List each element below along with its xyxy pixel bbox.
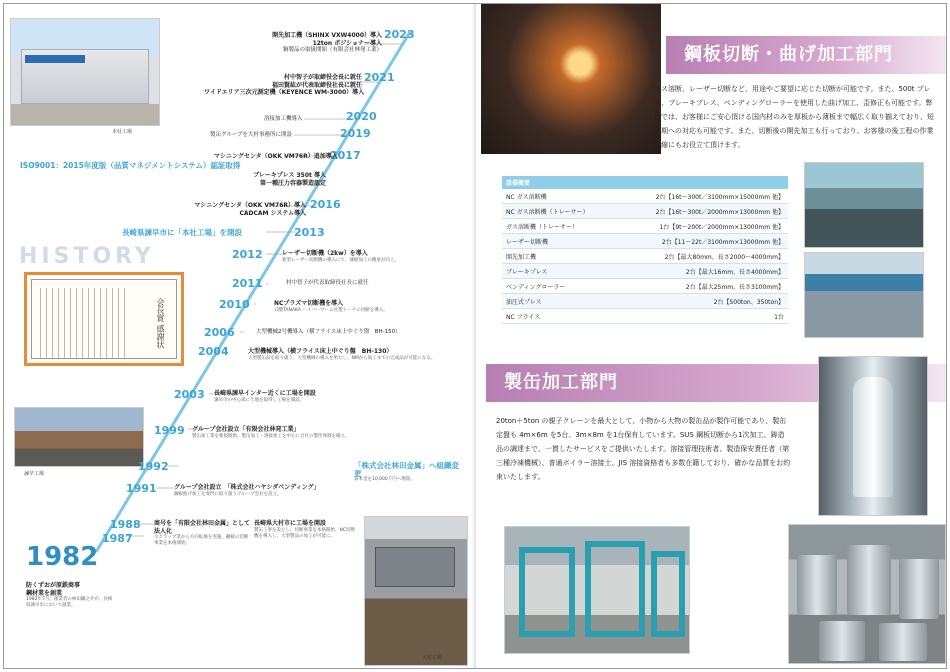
fabrication-description: 20ton＋5ton の親子クレーンを最大として、小物から大物の製缶品が製作可能であり、製缶定盤も 4m×6m を5台、3m×8m を1台保有しています。SUS 鋼板切断から1次加工、鋳造品の調達まで、一貫したサービスをご提供いたします。溶接管理技術者、製造保安責任者（第三種冷凍機械）、普通ボイラー溶接士、JIS 溶接資格者も多数在籍しており、確かな品質をお約束いたします。	[496, 417, 791, 481]
pressure-vessel-photo	[818, 356, 928, 516]
factory-caption: 本社工場	[112, 129, 133, 135]
table-row	[502, 264, 788, 279]
event-2017a-text: マシニングセンタ（OKK VM76R）追加導入	[214, 153, 338, 160]
year-2023: 2023	[384, 28, 415, 41]
brake-press-photo	[804, 252, 924, 338]
equipment-name: レーザー切断機	[502, 234, 616, 249]
event-1992	[354, 462, 459, 483]
equipment-spec: 2台【500ton、350ton】	[616, 294, 788, 309]
event-2004-desc: 大型製缶品を取り扱う、大型機械の導入を果たし、NMから加工までの完成品が可能になる。	[248, 355, 436, 361]
equipment-name: NC ガス溶断機（トレーサー）	[502, 204, 616, 219]
equipment-spec: 2台【最大80mm、長さ2000〜4000mm】	[616, 249, 788, 264]
event-1987-desc: スクラップ業から方向転換を実施、鋼板の切断事業を本格開始。	[154, 535, 249, 546]
event-1982-title: 防くずおが原鉄商事	[26, 582, 81, 589]
event-2013: 長崎県諫早市に「本社工場」を開設	[122, 228, 242, 237]
event-1988-title: 長崎県大村市に工場を開設	[254, 520, 327, 527]
event-1982-sub: 鋼材業を創業	[26, 589, 63, 597]
event-1991-title: グループ会社設立 「株式会社ハヤシダベンディング」	[174, 484, 320, 491]
tank-shape	[819, 621, 865, 661]
tank-shape	[899, 559, 939, 619]
event-2003	[214, 390, 434, 404]
event-1991	[174, 484, 364, 498]
event-1982-desc: 1982年7月、創業者の林田鋼之介が、長崎県諫早市において創業。	[26, 597, 113, 608]
year-1991: 1991	[126, 482, 157, 495]
year-2017: 2017	[330, 149, 361, 162]
equipment-name: ブレーキプレス	[502, 264, 616, 279]
event-1987	[154, 520, 250, 547]
event-1999-title: グループ会社設立「有限会社林発工業」	[192, 426, 300, 433]
event-2016a: マシニングセンタ（OKK VM76R）導入	[194, 202, 306, 209]
event-1988	[254, 520, 358, 540]
site2-caption: 大村工場	[422, 655, 443, 661]
brochure-spread	[3, 3, 947, 669]
event-2020: 溶接加工機導入	[264, 116, 303, 122]
event-1992-title: 「株式会社林田金属」へ組織変更	[354, 461, 459, 478]
event-2004	[248, 348, 463, 362]
section-title-fabrication: 製缶加工部門	[486, 364, 946, 402]
event-2006: 大型機械2号機導入（横フライス床上中ぐり盤 BH-150）	[256, 329, 401, 335]
equipment-spec: 1台	[616, 309, 788, 324]
event-2023c: 銅製品の取扱開始（有限会社林発工業）	[282, 47, 382, 53]
frame-shape	[585, 541, 645, 637]
year-2020: 2020	[346, 110, 377, 123]
equipment-spec: 2台【16t〜300t／3100mm×15000mm 他】	[616, 189, 788, 204]
event-1992-desc: 資本金を10,000千円へ増資。	[354, 477, 415, 482]
year-2010: 2010	[219, 298, 250, 311]
event-2021c: ワイドエリア三次元測定機（KEYENCE WM-3000）導入	[204, 89, 365, 96]
year-1992: 1992	[138, 460, 169, 473]
year-1987: 1987	[102, 532, 133, 545]
event-2012-title: レーザー切断機（2kw）を導入	[282, 250, 368, 257]
year-1988: 1988	[110, 518, 141, 531]
site-caption: 諫早工場	[24, 471, 45, 477]
table-row	[502, 294, 788, 309]
year-2003: 2003	[174, 388, 205, 401]
year-2006: 2006	[204, 326, 235, 339]
table-row	[502, 204, 788, 219]
tank-shape	[879, 623, 927, 661]
event-2011: 村中智子が代表取締役社長に就任	[286, 280, 369, 286]
table-row	[502, 189, 788, 204]
equipment-name: ガス溶断機（トレーサー）	[502, 219, 616, 234]
year-2021: 2021	[364, 71, 395, 84]
tank-shape	[797, 555, 837, 615]
history-heading: HISTORY	[19, 244, 155, 269]
equipment-spec: 2台【最大25mm、長さ3100mm】	[616, 279, 788, 294]
event-2016	[164, 202, 306, 217]
equipment-spec: 1台【9t〜200t／2000mm×13000mm 他】	[616, 219, 788, 234]
event-1991-desc: 鋼板曲げ加工を専門に取り扱うグループ会社を設立。	[174, 491, 282, 497]
table-row	[502, 234, 788, 249]
event-1982	[26, 582, 116, 609]
year-2012: 2012	[232, 248, 263, 261]
equipment-spec: 2台【11〜22t／3100mm×13000mm 他】	[616, 234, 788, 249]
equipment-name: 油圧式プレス	[502, 294, 616, 309]
equipment-name: 開先加工機	[502, 249, 616, 264]
event-2017cd	[214, 172, 326, 187]
event-1988-desc: 製缶工事を設立し、切断事業を本格開始。NC切断機を導入し、大型製品の加工が可能に。	[254, 527, 356, 539]
equipment-name: ベンディングローラー	[502, 279, 616, 294]
year-1999: 1999	[154, 424, 185, 437]
equipment-spec: 2台【16t〜300t／2000mm×13000mm 他】	[616, 204, 788, 219]
event-1999	[192, 426, 422, 440]
left-page	[4, 4, 476, 668]
gas-cutting-machine-photo	[804, 162, 924, 248]
event-2004-title: 大型機械導入（横フライス床上中ぐり盤 BH-130）	[248, 348, 393, 355]
cutting-description: ガス溶断、レーザー切断など、用途やご要望に応じた切断が可能です。また、500t プレス、ブレーキプレス、ベンディングローラーを使用した曲げ加工、歪修正も可能です。弊社では、お客様にご安心頂ける国内材のみを厚板から薄板まで幅広く取り揃えており、短納期への対応も可能です。また、切断後の開先加工も行っており、お客様の後工程の作業短縮にもお役立て頂けます。	[654, 85, 934, 149]
event-1987-title: 商号を「有限会社林田金属」として法人化	[154, 520, 251, 535]
event-2017b: ISO9001：2015年度版（品質マネジメントシステム）認証取得	[20, 161, 241, 170]
table-row	[502, 309, 788, 324]
event-2023a: 開先加工機（SHINX VXW4000）導入	[272, 32, 382, 39]
event-2010-title: NCプラズマ切断機を導入	[274, 300, 344, 307]
event-2012	[282, 250, 399, 264]
equipment-name: NC ガス溶断機	[502, 189, 616, 204]
event-2017c: ブレーキプレス 350t 導入	[253, 172, 326, 179]
year-2011: 2011	[232, 277, 263, 290]
year-2019: 2019	[340, 127, 371, 140]
equipment-spec: 2台【最大16mm、長さ4000mm】	[616, 264, 788, 279]
event-2023b: 12ton ポジショナー導入	[312, 39, 382, 47]
year-2013: 2013	[294, 226, 325, 239]
event-2010	[274, 300, 388, 314]
laser-cutting-photo	[481, 4, 661, 154]
tank-shape	[847, 545, 891, 615]
equipment-name: NC フライス	[502, 309, 616, 324]
stainless-tanks-photo	[788, 524, 946, 664]
year-1982: 1982	[26, 542, 99, 572]
table-row	[502, 249, 788, 264]
equipment-table	[502, 176, 788, 324]
event-2019: 製缶グループを大村事務所に開設	[210, 132, 293, 138]
frame-shape	[519, 547, 575, 637]
event-2010-desc: 日酸TANAKA ハイパーサーム社製トーチの切断を導入。	[274, 307, 388, 313]
year-2016: 2016	[310, 198, 341, 211]
equipment-table-header: 設備概要	[502, 176, 788, 189]
year-2004: 2004	[198, 345, 229, 358]
right-page	[476, 4, 947, 668]
section-title-cutting: 鋼板切断・曲げ加工部門	[666, 36, 946, 74]
event-2017d: 第一種圧力容器製造認定	[259, 179, 326, 187]
event-2016b: CADCAM システム導入	[239, 209, 306, 217]
event-2003-desc: 諫早市の中心部に土地を取得し工場を開設。	[214, 397, 304, 403]
table-row	[502, 279, 788, 294]
event-2023	[236, 32, 382, 55]
vessel-cylinder	[853, 377, 893, 497]
event-2003-title: 長崎県諫早インター近くに工場を開設	[214, 390, 316, 397]
event-1999-desc: 製缶加工業を新規開始、製缶加工・溶接加工を中心に自社の製作体制を確立。	[192, 433, 350, 439]
table-row	[502, 219, 788, 234]
frame-shape	[651, 551, 685, 637]
event-2012-desc: 新型レーザー切断機の導入にて、薄板加工の精度が向上。	[282, 257, 399, 263]
event-2021	[204, 74, 365, 97]
event-2021b: 福田賢紘が代表取締役社長に就任	[271, 81, 362, 89]
equipment-table-header-row	[502, 176, 788, 189]
event-2021a: 村中智子が取締役会長に就任	[283, 74, 362, 81]
steel-frame-photo	[504, 526, 690, 654]
certificate-title: 会長賞 感謝状	[156, 298, 165, 349]
